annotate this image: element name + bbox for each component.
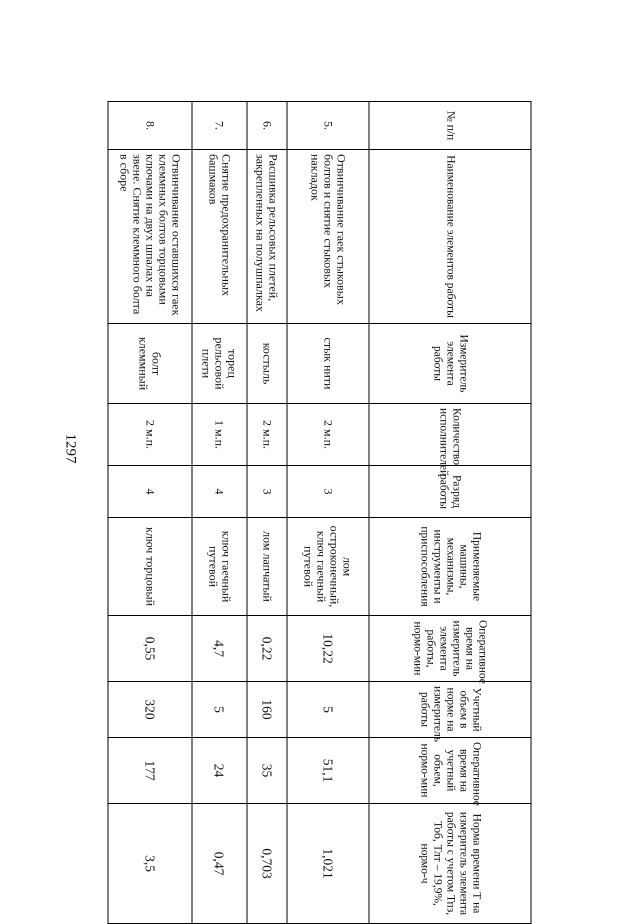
header-name: Наименование элементов работы xyxy=(369,150,531,324)
cell-workers: 2 м.п. xyxy=(247,404,287,466)
cell-workers: 2 м.п. xyxy=(287,404,369,466)
cell-volume: 5 xyxy=(287,682,369,738)
cell-meter: стык нити xyxy=(287,324,369,404)
cell-tools: лом остроконечный, ключ гаечный путевой xyxy=(287,518,369,616)
cell-workers: 2 м.п. xyxy=(108,404,192,466)
cell-volume: 320 xyxy=(108,682,192,738)
cell-op-time: 0,55 xyxy=(108,616,192,682)
header-tools: Применяемые машины, механизмы, инструменты и приспособления xyxy=(369,518,531,616)
cell-volume: 5 xyxy=(192,682,247,738)
header-volume: Учетный объем в норме на измеритель работы xyxy=(369,682,531,738)
table-row xyxy=(287,102,369,924)
cell-tools: ключ гаечный путевой xyxy=(192,518,247,616)
cell-tools: лом лапчатый xyxy=(247,518,287,616)
cell-grade: 4 xyxy=(192,466,247,518)
cell-grade: 3 xyxy=(247,466,287,518)
cell-name: Снятие предохранительных башмаков xyxy=(192,150,247,324)
cell-volume: 160 xyxy=(247,682,287,738)
cell-name: Отвинчивание гаек стыковых болтов и снятие стыковых накладок xyxy=(287,150,369,324)
table-row xyxy=(247,102,287,924)
cell-num: 6. xyxy=(247,102,287,150)
header-op-time: Оперативное время на измеритель элемента работы, нормо-мин xyxy=(369,616,531,682)
cell-op-time: 4,7 xyxy=(192,616,247,682)
cell-op-time-volume: 177 xyxy=(108,738,192,804)
cell-tools: ключ торцовый xyxy=(108,518,192,616)
page-number: 1297 xyxy=(62,433,79,464)
cell-name: Расшивка рельсовых плетей, закрепленных на полушпалках xyxy=(247,150,287,324)
header-meter: Измеритель элемента работы xyxy=(369,324,531,404)
header-norm-time: Норма времени Т на измеритель элемента работы с учетом Тпз, Тоб, Тлт – 19,9%, нормо-ч xyxy=(369,804,531,924)
header-op-time-volume: Оперативное время на учетный объем, нормо-мин xyxy=(369,738,531,804)
cell-name: Отвинчивание оставшихся гаек клеммных болтов торцовыми ключами на двух шпалах на звене. Снятие клеммного болта в сборе xyxy=(108,150,192,324)
cell-grade: 3 xyxy=(287,466,369,518)
cell-op-time: 10,22 xyxy=(287,616,369,682)
cell-norm-time: 3,5 xyxy=(108,804,192,924)
cell-op-time-volume: 24 xyxy=(192,738,247,804)
header-workers: Количество исполнителей xyxy=(369,404,531,466)
work-norms-table xyxy=(108,101,532,924)
header-num: № п/п xyxy=(369,102,531,150)
cell-meter: болт клеммный xyxy=(108,324,192,404)
table-header-row xyxy=(369,102,531,924)
cell-norm-time: 1,021 xyxy=(287,804,369,924)
cell-op-time: 0,22 xyxy=(247,616,287,682)
header-grade: Разряд работы xyxy=(369,466,531,518)
cell-op-time-volume: 35 xyxy=(247,738,287,804)
cell-norm-time: 0,47 xyxy=(192,804,247,924)
table-row xyxy=(192,102,247,924)
cell-num: 7. xyxy=(192,102,247,150)
cell-meter: костыль xyxy=(247,324,287,404)
cell-op-time-volume: 51,1 xyxy=(287,738,369,804)
rotated-table-container xyxy=(109,101,532,916)
cell-grade: 4 xyxy=(108,466,192,518)
cell-num: 5. xyxy=(287,102,369,150)
table-row xyxy=(108,102,192,924)
cell-meter: торец рельсовой плети xyxy=(192,324,247,404)
cell-num: 8. xyxy=(108,102,192,150)
cell-norm-time: 0,703 xyxy=(247,804,287,924)
cell-workers: 1 м.п. xyxy=(192,404,247,466)
